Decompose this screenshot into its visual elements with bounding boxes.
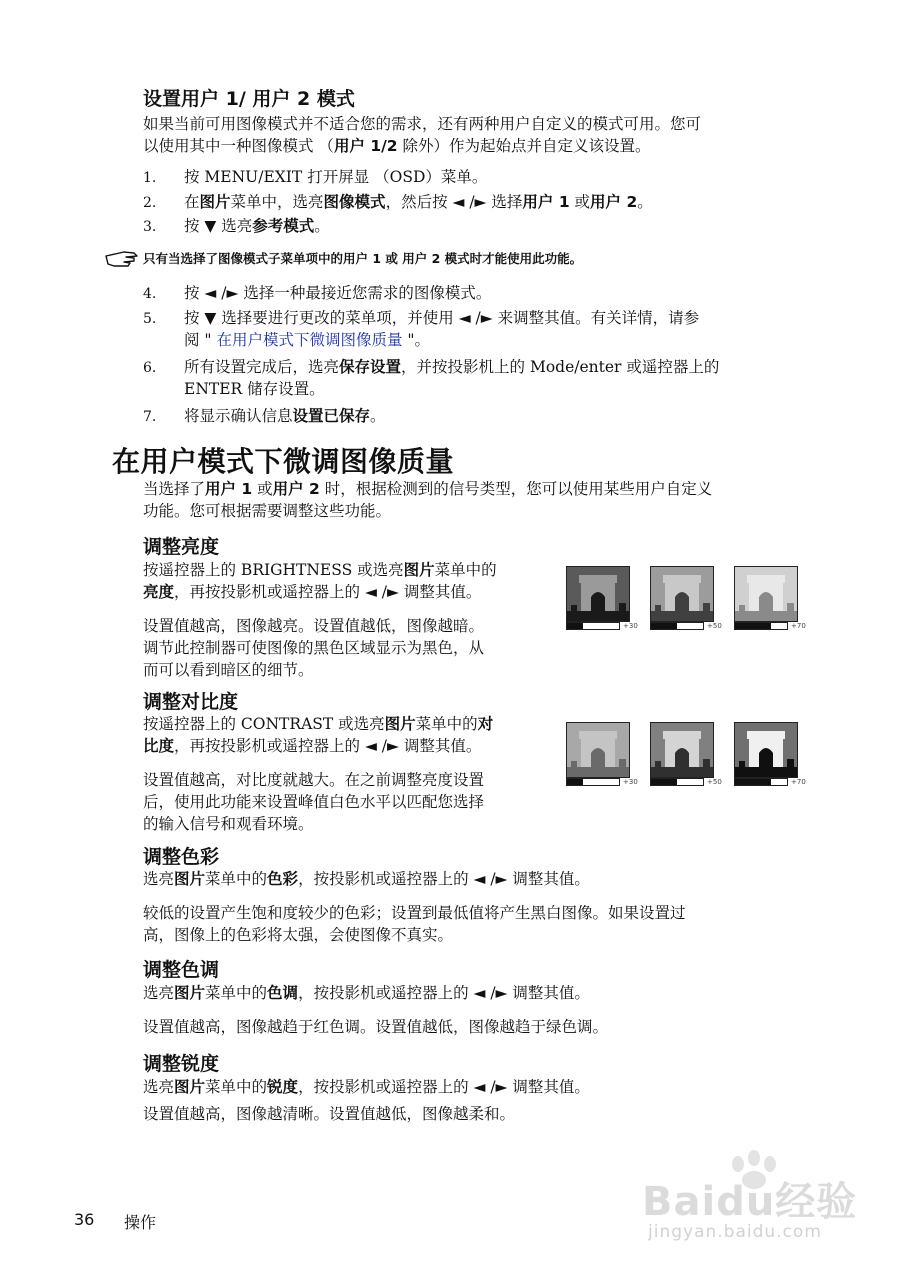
contrast-level-bar (566, 778, 620, 786)
contrast-level-label: +70 (791, 778, 806, 786)
intro-line: 以使用其中一种图像模式 （用户 1/2 除外）作为起始点并自定义该设置。 (143, 137, 651, 155)
brightness-title: 调整亮度 (143, 536, 220, 558)
intro-line: 如果当前可用图像模式并不适合您的需求，还有两种用户自定义的模式可用。您可 (143, 115, 702, 133)
tint-title: 调整色调 (143, 959, 220, 981)
brightness-sample-image (650, 566, 714, 622)
step-number: 5. (143, 311, 157, 327)
step-number: 2. (143, 195, 157, 211)
step-text: 按 ◄ /► 选择一种最接近您需求的图像模式。 (184, 284, 492, 302)
step-number: 4. (143, 286, 157, 302)
step-number: 6. (143, 360, 157, 376)
tint-text: 选亮图片菜单中的色调，按投影机或遥控器上的 ◄ /► 调整其值。 (143, 984, 590, 1002)
note-hand-icon (104, 248, 140, 272)
watermark-url: jingyan.baidu.com (648, 1222, 822, 1242)
contrast-description: 设置值越高，对比度就越大。在之前调整亮度设置 后，使用此功能来设置峰值白色水平以匹配您选择 的输入信号和观看环境。 (143, 771, 485, 833)
contrast-level-label: +30 (623, 778, 638, 786)
brightness-level-bar (734, 622, 788, 630)
color-text: 选亮图片菜单中的色彩，按投影机或遥控器上的 ◄ /► 调整其值。 (143, 870, 590, 888)
sharpness-description: 设置值越高，图像越清晰。设置值越低，图像越柔和。 (143, 1105, 516, 1123)
section1-intro (143, 113, 823, 157)
step-number: 1. (143, 170, 157, 186)
contrast-text: 按遥控器上的 CONTRAST 或选亮图片菜单中的对 比度，再按投影机或遥控器上的 ◄ /► 调整其值。 (143, 715, 494, 755)
brightness-sample-image (566, 566, 630, 622)
watermark-logo: Baidu经验 (642, 1179, 858, 1225)
section-title-fine-tune: 在用户模式下微调图像质量 (112, 445, 455, 478)
color-description: 较低的设置产生饱和度较少的色彩；设置到最低值将产生黑白图像。如果设置过 高，图像上的色彩将太强，会使图像不真实。 (143, 904, 686, 944)
step-text: 按 ▼ 选择要进行更改的菜单项，并使用 ◄ /► 来调整其值。有关详情，请参 阅 " 在用户模式下微调图像质量 "。 (184, 309, 700, 349)
color-title: 调整色彩 (143, 846, 220, 868)
brightness-level-label: +50 (707, 622, 722, 630)
brightness-level-bar (566, 622, 620, 630)
contrast-sample-image (734, 722, 798, 778)
contrast-title: 调整对比度 (143, 691, 239, 713)
contrast-sample-image (650, 722, 714, 778)
step-number: 3. (143, 219, 157, 235)
contrast-sample-image (566, 722, 630, 778)
contrast-level-bar (734, 778, 788, 786)
step-text: 按 MENU/EXIT 打开屏显 （OSD）菜单。 (184, 168, 488, 186)
contrast-samples (566, 722, 816, 792)
contrast-level-label: +50 (707, 778, 722, 786)
brightness-level-label: +70 (791, 622, 806, 630)
brightness-level-bar (650, 622, 704, 630)
page-number: 36 (74, 1210, 95, 1229)
step-text: 将显示确认信息设置已保存。 (184, 407, 386, 425)
step-number: 7. (143, 409, 157, 425)
section2-intro: 当选择了用户 1 或用户 2 时，根据检测到的信号类型，您可以使用某些用户自定义 功能。您可根据需要调整这些功能。 (143, 480, 713, 520)
tint-description: 设置值越高，图像越趋于红色调。设置值越低，图像越趋于绿色调。 (143, 1018, 609, 1036)
step-text: 所有设置完成后，选亮保存设置，并按投影机上的 Mode/enter 或遥控器上的 ENTER 储存设置。 (184, 358, 720, 398)
brightness-description: 设置值越高，图像越亮。设置值越低，图像越暗。 调节此控制器可使图像的黑色区域显示为黑色，从 而可以看到暗区的细节。 (143, 617, 485, 679)
brightness-level-label: +30 (623, 622, 638, 630)
note-text: 只有当选择了图像模式子菜单项中的用户 1 或 用户 2 模式时才能使用此功能。 (143, 251, 583, 266)
footer-section: 操作 (124, 1213, 157, 1232)
brightness-text: 按遥控器上的 BRIGHTNESS 或选亮图片菜单中的 亮度，再按投影机或遥控器上的 ◄ /► 调整其值。 (143, 561, 497, 601)
sharpness-text: 选亮图片菜单中的锐度，按投影机或遥控器上的 ◄ /► 调整其值。 (143, 1078, 590, 1096)
cross-reference-link[interactable]: 在用户模式下微调图像质量 (211, 331, 408, 349)
brightness-sample-image (734, 566, 798, 622)
brightness-samples (566, 566, 816, 636)
contrast-level-bar (650, 778, 704, 786)
step-text: 在图片菜单中，选亮图像模式，然后按 ◄ /► 选择用户 1 或用户 2。 (184, 193, 653, 211)
sharpness-title: 调整锐度 (143, 1053, 220, 1075)
section-title-user-mode: 设置用户 1/ 用户 2 模式 (143, 88, 355, 110)
step-text: 按 ▼ 选亮参考模式。 (184, 217, 330, 235)
